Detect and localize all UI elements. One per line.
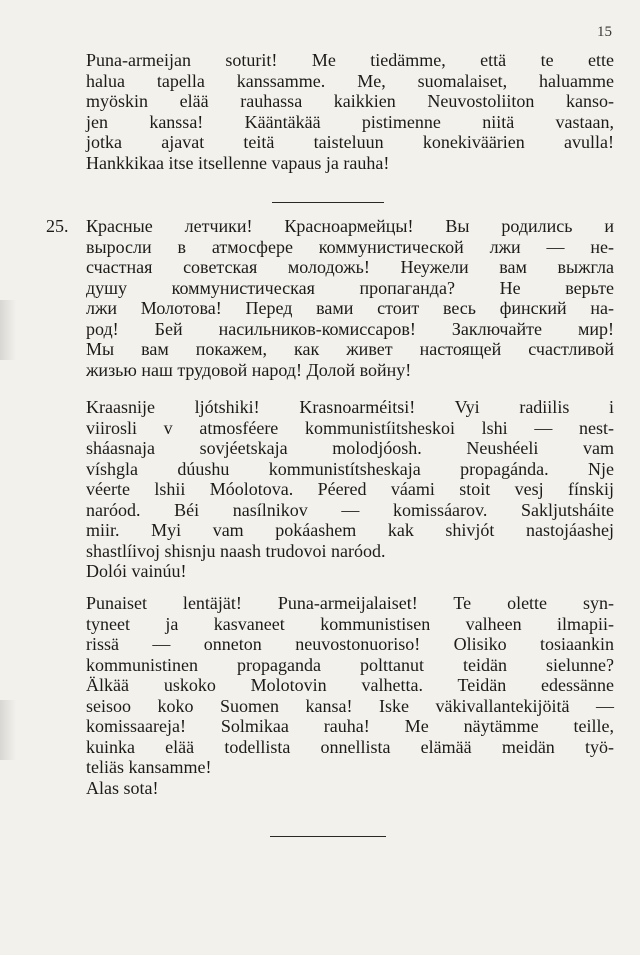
text-line: Punaiset lentäjät! Puna-armeijalaiset! Te olette syn-	[86, 593, 614, 613]
text-line: род! Бей насильников-комиссаров! Заключайте мир!	[86, 318, 614, 339]
intro-paragraph	[86, 50, 614, 173]
scan-edge-mark	[0, 700, 16, 760]
text-line: лжи Молотова! Перед вами стоит весь финский на-	[86, 298, 614, 318]
text-line: seisoo koko Suomen kansa! Iske väkivallantekijöitä —	[86, 695, 614, 716]
text-line: Puna-armeijan soturit! Me tiedämme, että te ette	[86, 50, 614, 70]
text-line: Мы вам покажем, как живет настоящей счастливой	[86, 339, 614, 359]
text-line: rissä — onneton neuvostonuoriso! Olisiko tosiaankin	[86, 634, 614, 654]
text-line: jen kanssa! Kääntäkää pistimenne niitä vastaan,	[86, 111, 614, 132]
text-line: Hankkikaa itse itsellenne vapaus ja rauha!	[86, 152, 390, 173]
text-line: kommunistinen propaganda polttanut teidän sielunne?	[86, 654, 614, 675]
text-line: kuinka elää todellista onnellista elämää meidän työ-	[86, 736, 614, 757]
text-line: miir. Myi vam pokáashem kak shivjót nastojáashej	[86, 520, 614, 540]
item-number: 25.	[46, 216, 69, 236]
text-line: naróod. Béi nasílnikov — komissáarov. Sakljutsháite	[86, 499, 614, 520]
text-line: Красные летчики! Красноармейцы! Вы родились и	[86, 216, 614, 236]
text-line: véerte lshii Móolotova. Péered váami stoit vesj fínskij	[86, 479, 614, 499]
text-line: душу коммунистическая пропаганда? Не верьте	[86, 277, 614, 298]
separator-rule	[272, 202, 384, 203]
text-line: счастная советская молодожь! Неужели вам выжгла	[86, 257, 614, 277]
text-line: tyneet ja kasvaneet kommunistisen valheen ilmapii-	[86, 613, 614, 634]
scan-edge-mark	[0, 300, 16, 360]
text-line: Älkää uskoko Molotovin valhetta. Teidän edessänne	[86, 675, 614, 695]
finnish-paragraph	[86, 593, 614, 798]
text-line: жизью наш трудовой народ! Долой войну!	[86, 359, 412, 380]
text-line: shastlíivoj shisnju naash trudovoi naróod.	[86, 540, 386, 561]
text-line: komissaareja! Solmikaa rauha! Me näytämme teille,	[86, 716, 614, 736]
text-line: halua tapella kanssamme. Me, suomalaiset, haluamme	[86, 70, 614, 91]
text-line: Dolói vainúu!	[86, 561, 187, 581]
text-line: выросли в атмосфере коммунистической лжи — не-	[86, 236, 614, 257]
page-number: 15	[597, 24, 612, 40]
separator-rule	[270, 836, 386, 837]
text-line: Alas sota!	[86, 777, 159, 798]
text-line: Kraasnije ljótshiki! Krasnoarméitsi! Vyi radiilis i	[86, 397, 614, 417]
russian-paragraph	[86, 216, 614, 380]
text-line: víshgla dúushu kommunistítsheskaja propagánda. Nje	[86, 458, 614, 479]
text-line: teliäs kansamme!	[86, 757, 212, 777]
text-line: myöskin elää rauhassa kaikkien Neuvostoliiton kanso-	[86, 91, 614, 111]
text-line: sháasnaja sovjéetskaja molodjóosh. Neushéeli vam	[86, 438, 614, 458]
transliteration-paragraph	[86, 397, 614, 582]
text-line: jotka ajavat teitä taisteluun konekiväärien avulla!	[86, 132, 614, 152]
text-line: viirosli v atmosféere kommunistíitsheskoi lshi — nest-	[86, 417, 614, 438]
